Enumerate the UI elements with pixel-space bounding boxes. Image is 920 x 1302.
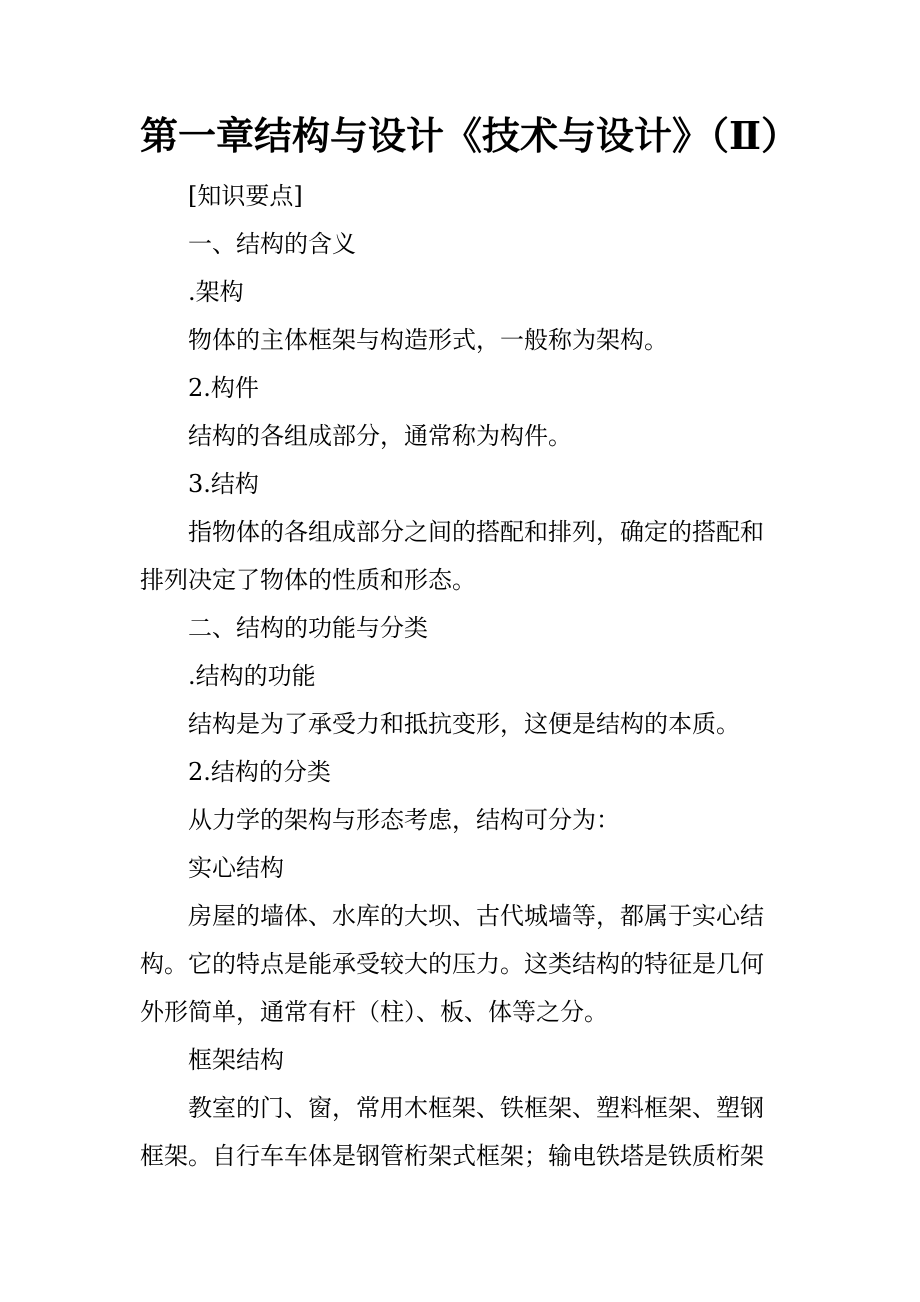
document-title: 第一章结构与设计《技术与设计》（Ⅱ） bbox=[140, 113, 800, 158]
paragraph: 结构的各组成部分，通常称为构件。 bbox=[188, 422, 572, 450]
subsection-heading: 2.构件 bbox=[188, 374, 259, 402]
document-body bbox=[140, 172, 785, 1180]
paragraph: 结构是为了承受力和抵抗变形，这便是结构的本质。 bbox=[188, 710, 740, 738]
subsection-heading: 框架结构 bbox=[188, 1046, 284, 1074]
paragraph: 物体的主体框架与构造形式，一般称为架构。 bbox=[188, 326, 668, 354]
subsection-heading: 实心结构 bbox=[188, 854, 284, 882]
subsection-heading: .结构的功能 bbox=[188, 662, 316, 690]
section-heading: 一、结构的含义 bbox=[188, 230, 356, 258]
paragraph: 教室的门、窗，常用木框架、铁框架、塑料框架、塑钢框架。自行车车体是钢管桁架式框架；输电铁塔是铁质桁架 bbox=[140, 1094, 764, 1170]
paragraph: 从力学的架构与形态考虑，结构可分为： bbox=[188, 806, 620, 834]
subsection-heading: 3.结构 bbox=[188, 470, 259, 498]
section-heading: 二、结构的功能与分类 bbox=[188, 614, 428, 642]
section-heading: [知识要点] bbox=[188, 182, 303, 210]
subsection-heading: 2.结构的分类 bbox=[188, 758, 331, 786]
subsection-heading: .架构 bbox=[188, 278, 244, 306]
paragraph: 指物体的各组成部分之间的搭配和排列，确定的搭配和排列决定了物体的性质和形态。 bbox=[140, 518, 764, 594]
paragraph: 房屋的墙体、水库的大坝、古代城墙等，都属于实心结构。它的特点是能承受较大的压力。这类结构的特征是几何外形简单，通常有杆（柱）、板、体等之分。 bbox=[140, 902, 764, 1026]
